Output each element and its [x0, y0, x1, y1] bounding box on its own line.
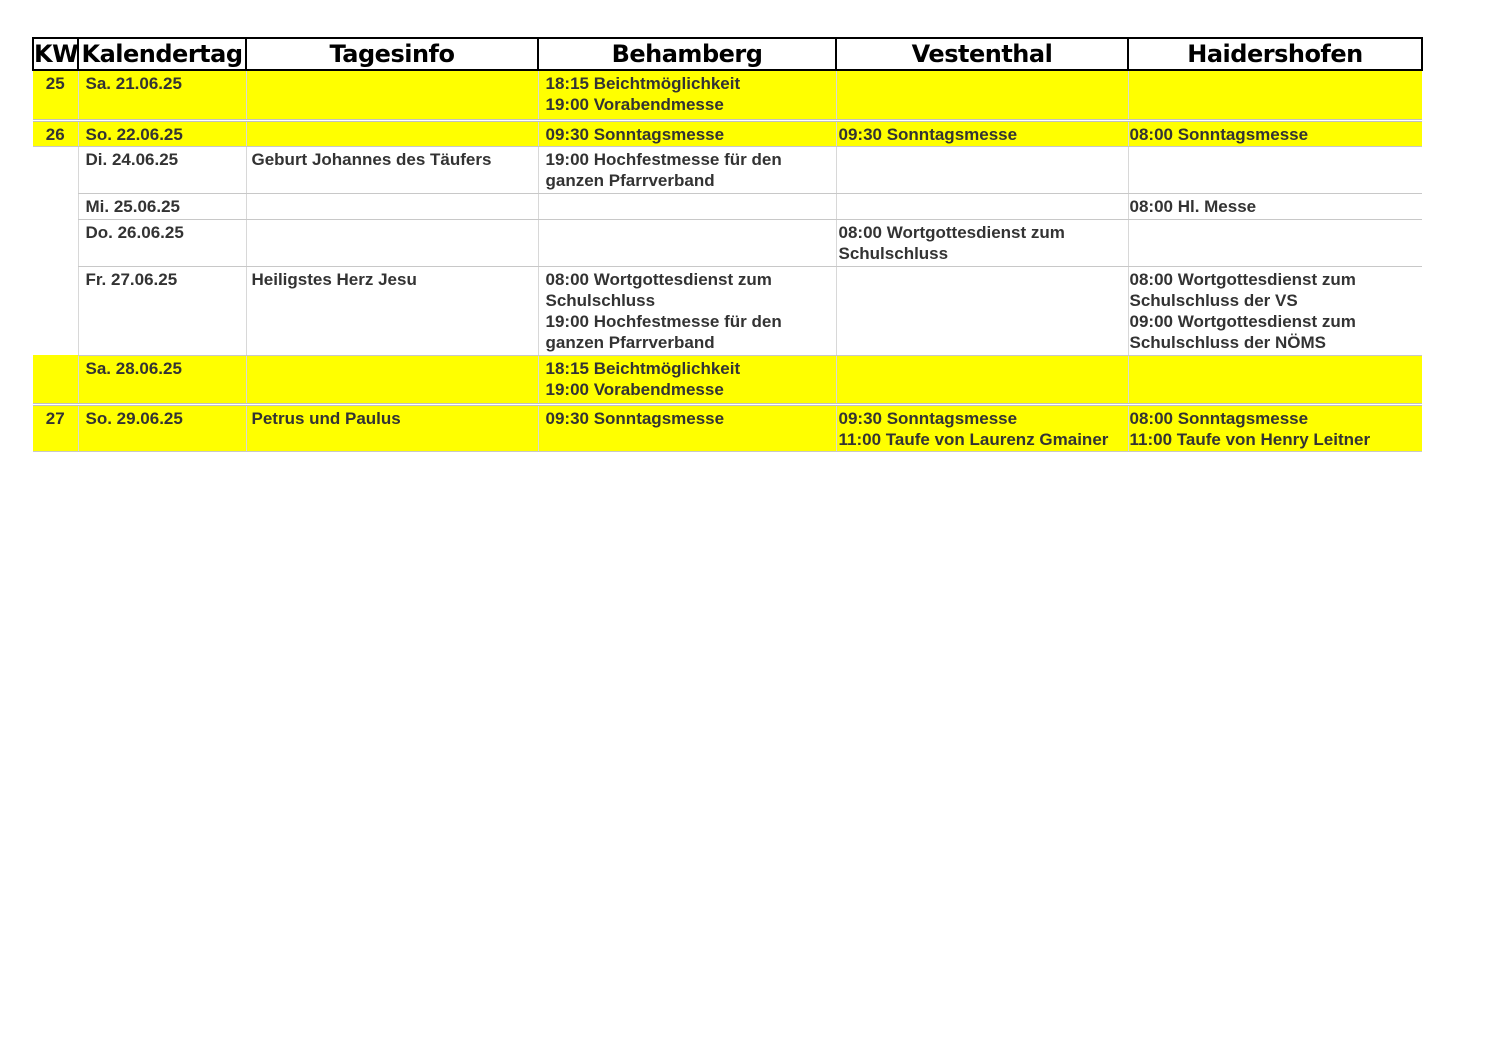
event-entry: 09:30 Sonntagsmesse — [545, 124, 725, 144]
schedule-table — [32, 37, 1423, 452]
cell-vestenthal — [836, 266, 1128, 355]
table-row — [33, 355, 1422, 404]
cell-vestenthal — [836, 355, 1128, 404]
event-entry: 11:00 Taufe von Henry Leitner — [1129, 429, 1371, 449]
event-entry: 09:30 Sonntagsmesse — [838, 124, 1018, 144]
table-body — [33, 70, 1422, 451]
cell-date: Do. 26.06.25 — [78, 219, 246, 266]
cell-date: Fr. 27.06.25 — [78, 266, 246, 355]
table-row — [33, 266, 1422, 355]
cell-behamberg — [538, 404, 836, 451]
event-entry: 19:00 Hochfestmesse für den ganzen Pfarrverband — [545, 149, 782, 190]
event-entry: 08:00 Wortgottesdienst zum Schulschluss — [545, 269, 772, 310]
cell-haidershofen — [1128, 266, 1422, 355]
cell-date: Di. 24.06.25 — [78, 146, 246, 193]
cell-info — [246, 70, 538, 120]
table-header — [33, 38, 1422, 70]
table-row — [33, 146, 1422, 193]
cell-vestenthal — [836, 219, 1128, 266]
cell-behamberg — [538, 120, 836, 146]
cell-date: So. 22.06.25 — [78, 120, 246, 146]
event-entry: 08:00 Hl. Messe — [1129, 196, 1257, 216]
header-kw: KW — [34, 40, 79, 68]
event-entry: 08:00 Wortgottesdienst zum Schulschluss — [838, 222, 1065, 263]
cell-haidershofen — [1128, 219, 1422, 266]
header-tagesinfo: Tagesinfo — [246, 38, 538, 70]
event-entry: 09:30 Sonntagsmesse — [545, 408, 725, 428]
cell-kw: 27 — [33, 404, 78, 451]
cell-haidershofen — [1128, 193, 1422, 219]
event-entry: 11:00 Taufe von Laurenz Gmainer — [838, 429, 1109, 449]
header-kalendertag: Kalendertag — [78, 38, 246, 70]
event-entry: 18:15 Beichtmöglichkeit — [545, 358, 741, 378]
cell-date: Mi. 25.06.25 — [78, 193, 246, 219]
cell-kw — [33, 266, 78, 355]
cell-behamberg — [538, 219, 836, 266]
cell-vestenthal — [836, 193, 1128, 219]
cell-info — [246, 120, 538, 146]
cell-info — [246, 219, 538, 266]
cell-kw — [33, 355, 78, 404]
cell-haidershofen — [1128, 355, 1422, 404]
cell-vestenthal — [836, 120, 1128, 146]
header-vestenthal: Vestenthal — [836, 38, 1128, 70]
event-entry: 08:00 Wortgottesdienst zum Schulschluss der VS — [1129, 269, 1356, 310]
event-entry: 18:15 Beichtmöglichkeit — [545, 74, 741, 93]
cell-info: Geburt Johannes des Täufers — [246, 146, 538, 193]
cell-behamberg — [538, 266, 836, 355]
cell-info: Petrus und Paulus — [246, 404, 538, 451]
cell-vestenthal — [836, 146, 1128, 193]
table-row — [33, 193, 1422, 219]
cell-kw — [33, 193, 78, 219]
cell-date: Sa. 28.06.25 — [78, 355, 246, 404]
cell-behamberg — [538, 355, 836, 404]
cell-haidershofen — [1128, 404, 1422, 451]
table-row — [33, 404, 1422, 451]
table-row — [33, 70, 1422, 120]
header-behamberg: Behamberg — [538, 38, 836, 70]
cell-date: Sa. 21.06.25 — [78, 70, 246, 120]
cell-haidershofen — [1128, 70, 1422, 120]
cell-kw: 26 — [33, 120, 78, 146]
table-row — [33, 120, 1422, 146]
event-entry: 08:00 Sonntagsmesse — [1129, 124, 1309, 144]
event-entry: 08:00 Sonntagsmesse — [1129, 408, 1309, 428]
cell-info — [246, 193, 538, 219]
cell-date: So. 29.06.25 — [78, 404, 246, 451]
cell-info — [246, 355, 538, 404]
cell-behamberg — [538, 193, 836, 219]
cell-haidershofen — [1128, 120, 1422, 146]
table-row — [33, 219, 1422, 266]
event-entry: 09:00 Wortgottesdienst zum Schulschluss der NÖMS — [1129, 311, 1356, 352]
cell-vestenthal — [836, 70, 1128, 120]
event-entry: 19:00 Hochfestmesse für den ganzen Pfarrverband — [545, 311, 782, 352]
cell-behamberg — [538, 146, 836, 193]
header-haidershofen: Haidershofen — [1128, 38, 1422, 70]
cell-haidershofen — [1128, 146, 1422, 193]
cell-info: Heiligstes Herz Jesu — [246, 266, 538, 355]
cell-kw — [33, 146, 78, 193]
cell-kw — [33, 219, 78, 266]
event-entry: 09:30 Sonntagsmesse — [838, 408, 1018, 428]
cell-behamberg — [538, 70, 836, 120]
event-entry: 19:00 Vorabendmesse — [545, 379, 724, 399]
cell-kw: 25 — [33, 70, 78, 120]
cell-vestenthal — [836, 404, 1128, 451]
event-entry: 19:00 Vorabendmesse — [545, 95, 724, 114]
